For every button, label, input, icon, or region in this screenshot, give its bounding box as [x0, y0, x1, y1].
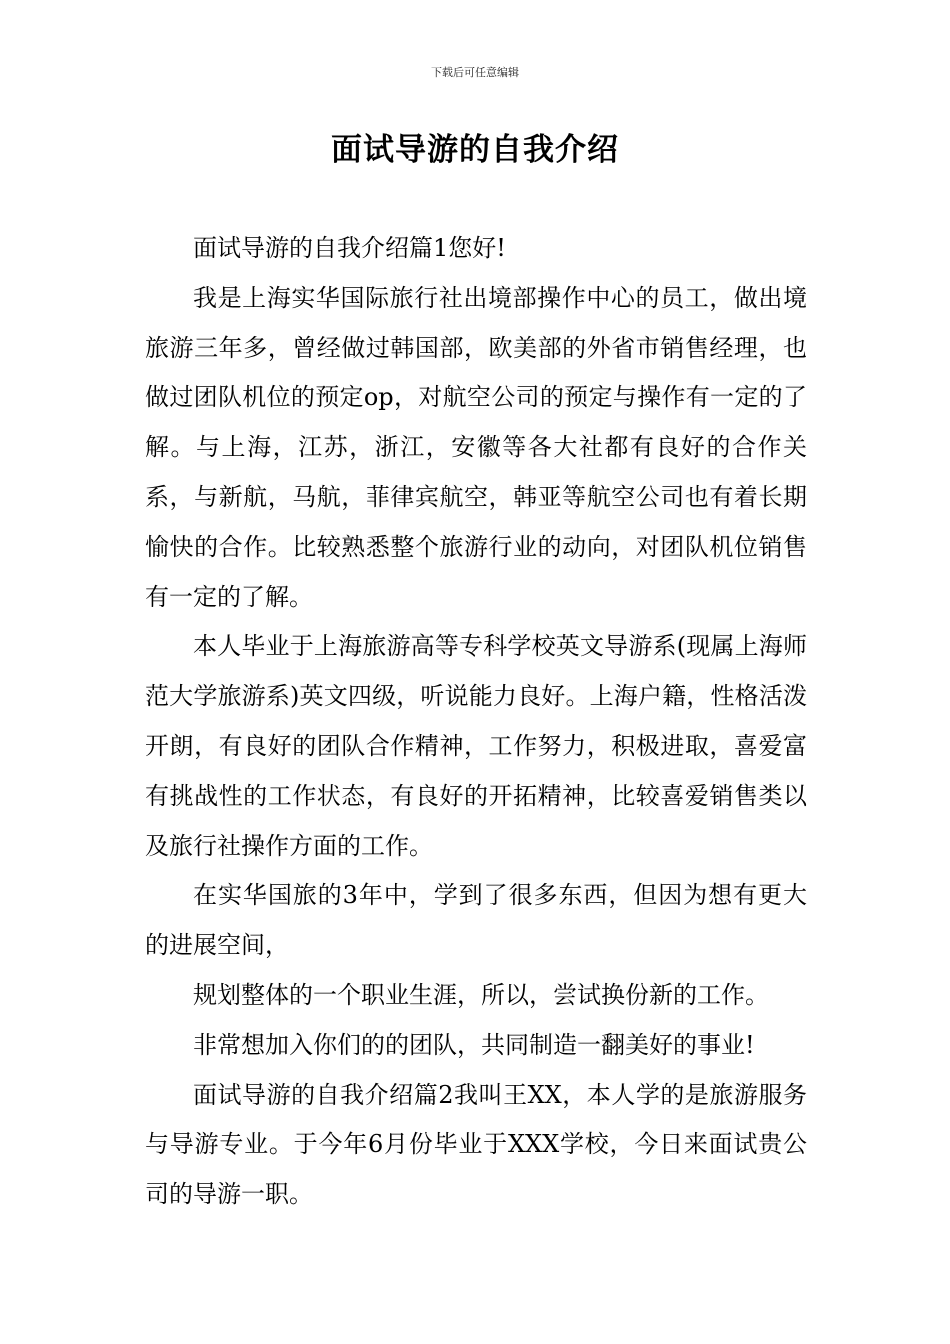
document-title: 面试导游的自我介绍	[331, 132, 619, 168]
paragraph-4: 在实华国旅的3年中，学到了很多东西，但因为想有更大的进展空间，	[145, 881, 807, 960]
paragraph-2: 我是上海实华国际旅行社出境部操作中心的员工，做出境旅游三年多，曾经做过韩国部，欧美部的外省市销售经理，也做过团队机位的预定op，对航空公司的预定与操作有一定的了解。与上海，江苏，浙江，安徽等各大社都有良好的合作关系，与新航，马航，菲律宾航空，韩亚等航空公司也有着长期愉快的合作。比较熟悉整个旅游行业的动向，对团队机位销售有一定的了解。	[145, 283, 807, 611]
paragraph-5: 规划整体的一个职业生涯，所以，尝试换份新的工作。	[193, 980, 769, 1009]
paragraph-1: 面试导游的自我介绍篇1您好!	[193, 234, 506, 262]
paragraph-3: 本人毕业于上海旅游高等专科学校英文导游系(现属上海师范大学旅游系)英文四级，听说能力良好。上海户籍，性格活泼开朗，有良好的团队合作精神，工作努力，积极进取，喜爱富有挑战性的工作状态，有良好的开拓精神，比较喜爱销售类以及旅行社操作方面的工作。	[145, 632, 807, 860]
document-body	[145, 224, 807, 1220]
paragraph-7: 面试导游的自我介绍篇2我叫王XX，本人学的是旅游服务与导游专业。于今年6月份毕业于XXX学校，今日来面试贵公司的导游一职。	[145, 1080, 807, 1209]
paragraph-6: 非常想加入你们的的团队，共同制造一翻美好的事业!	[193, 1030, 755, 1059]
header-note: 下载后可任意编辑	[431, 66, 519, 79]
